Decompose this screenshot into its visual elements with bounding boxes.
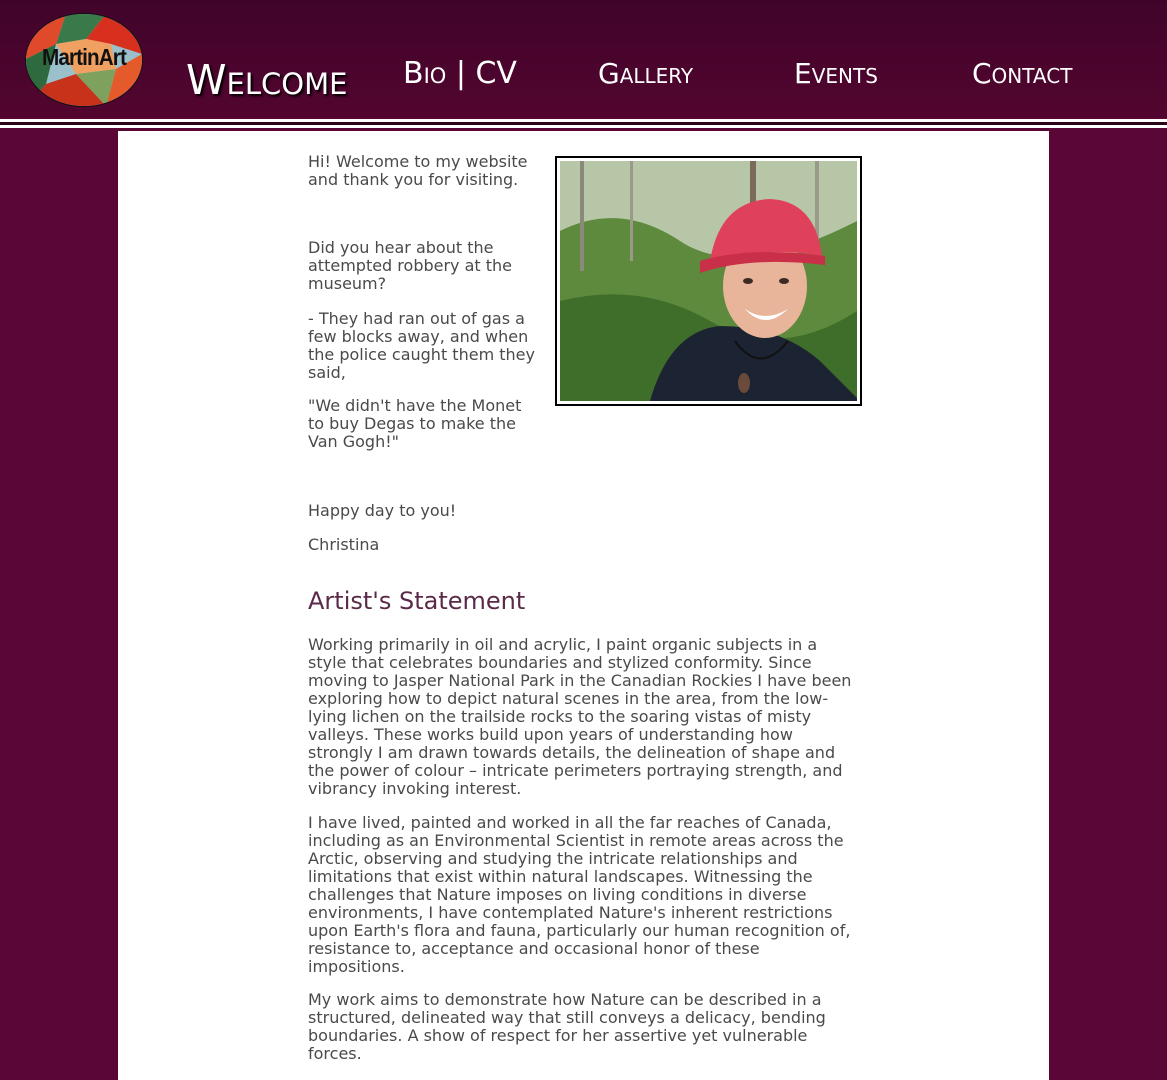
nav-events[interactable]: Events	[794, 57, 878, 90]
header-divider-lower	[0, 125, 1167, 128]
artist-photo	[560, 161, 857, 401]
nav-bio-cv[interactable]: Bio | CV	[403, 56, 517, 91]
sign-off: Happy day to you!	[308, 501, 457, 520]
statement-paragraph-2: I have lived, painted and worked in all the far reaches of Canada, including as an Environmental Scientist in remote areas across the Arctic, observing and studying the intricate relationships and limitations that exist within natural landscapes. Witnessing the challenges that Nature imposes on living conditions in diverse environments, I have contemplated Nature's inherent restrictions upon Earth's flora and fauna, particularly our human recognition of, resistance to, acceptance and occasional honor of these impositions.	[308, 813, 851, 976]
joke-question: Did you hear about the attempted robbery at the museum?	[308, 238, 513, 293]
nav-contact[interactable]: Contact	[972, 57, 1073, 90]
main-content	[118, 131, 1049, 1080]
nav-gallery[interactable]: Gallery	[598, 57, 694, 90]
statement-paragraph-1: Working primarily in oil and acrylic, I paint organic subjects in a style that celebrates boundaries and stylized conformity. Since moving to Jasper National Park in the Canadian Rockies I have been exploring how to depict natural scenes in the area, from the low-lying lichen on the trailside rocks to the soaring vistas of misty valleys. These works build upon years of understanding how strongly I am drawn towards details, the delineation of shape and the power of colour – intricate perimeters portraying strength, and vibrancy invoking interest.	[308, 635, 852, 798]
artist-photo-frame	[555, 156, 862, 406]
site-logo[interactable]	[25, 13, 143, 107]
nav-welcome[interactable]: Welcome	[186, 56, 348, 104]
author-name: Christina	[308, 535, 380, 554]
welcome-greeting: Hi! Welcome to my website and thank you for visiting.	[308, 152, 528, 189]
artist-statement-heading: Artist's Statement	[308, 587, 526, 615]
joke-punchline: "We didn't have the Monet to buy Degas to make the Van Gogh!"	[308, 396, 522, 451]
logo-text: MartinArt	[42, 44, 126, 70]
joke-setup: - They had ran out of gas a few blocks away, and when the police caught them they said,	[308, 309, 535, 382]
statement-paragraph-3: My work aims to demonstrate how Nature can be described in a structured, delineated way that still conveys a delicacy, bending boundaries. A show of respect for her assertive yet vulnerable forces.	[308, 990, 826, 1063]
